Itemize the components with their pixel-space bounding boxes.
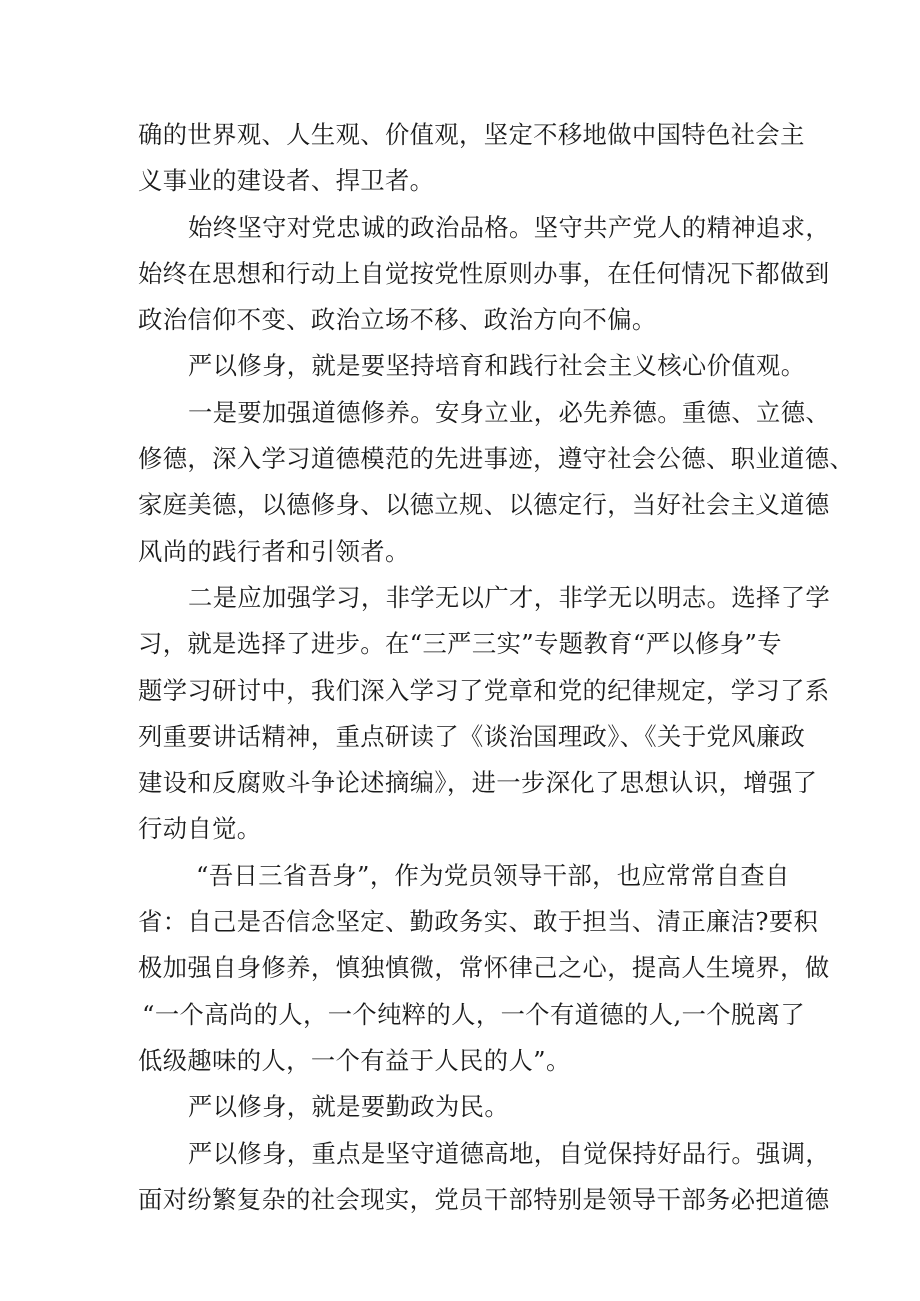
text-line: 始终坚守对党忠诚的政治品格。坚守共产党人的精神追求， <box>188 212 831 242</box>
text-line: 家庭美德，以德修身、以德立规、以德定行，当好社会主义道德 <box>138 490 830 520</box>
document-body <box>138 112 855 1223</box>
text-line: 政治信仰不变、政治立场不移、政治方向不偏。 <box>138 305 657 335</box>
text-line: 严以修身，就是要坚持培育和践行社会主义核心价值观。 <box>188 351 806 381</box>
text-line: “一个高尚的人，一个纯粹的人，一个有道德的人,一个脱离了 <box>142 999 806 1029</box>
text-line: 行动自觉。 <box>138 814 262 844</box>
text-line: 始终在思想和行动上自觉按党性原则办事，在任何情况下都做到 <box>138 258 830 288</box>
text-line: 严以修身，重点是坚守道德高地，自觉保持好品行。强调， <box>188 1138 831 1168</box>
text-line: 修德，深入学习道德模范的先进事迹，遵守社会公德、职业道德、 <box>138 444 855 474</box>
text-line: 习，就是选择了进步。在“三严三实”专题教育“严以修身”专 <box>138 629 783 659</box>
text-line: 题学习研讨中，我们深入学习了党章和党的纪律规定，学习了系 <box>138 675 830 705</box>
text-line: 建设和反腐败斗争论述摘编》，进一步深化了思想认识，增强了 <box>138 768 818 798</box>
text-line: 二是应加强学习，非学无以广才，非学无以明志。选择了学 <box>188 582 831 612</box>
text-line: 极加强自身修养，慎独慎微，常怀律己之心，提高人生境界，做 <box>138 953 830 983</box>
text-line: 风尚的践行者和引领者。 <box>138 536 410 566</box>
text-line: 低级趣味的人，一个有益于人民的人”。 <box>138 1045 571 1075</box>
text-line: 面对纷繁复杂的社会现实，党员干部特别是领导干部务必把道德 <box>138 1184 830 1214</box>
text-line: 一是要加强道德修养。安身立业，必先养德。重德、立德、 <box>188 397 831 427</box>
text-line: 严以修身，就是要勤政为民。 <box>188 1092 510 1122</box>
text-line: 省：自己是否信念坚定、勤政务实、敢于担当、清正廉洁?要积 <box>138 907 819 937</box>
text-line: 义事业的建设者、捍卫者。 <box>138 166 435 196</box>
text-line: 列重要讲话精神，重点研读了《谈治国理政》、《关于党风廉政 <box>138 721 806 751</box>
text-line: “吾日三省吾身”，作为党员领导干部，也应常常自查自 <box>196 860 790 890</box>
text-line: 确的世界观、人生观、价值观，坚定不移地做中国特色社会主 <box>138 120 805 149</box>
